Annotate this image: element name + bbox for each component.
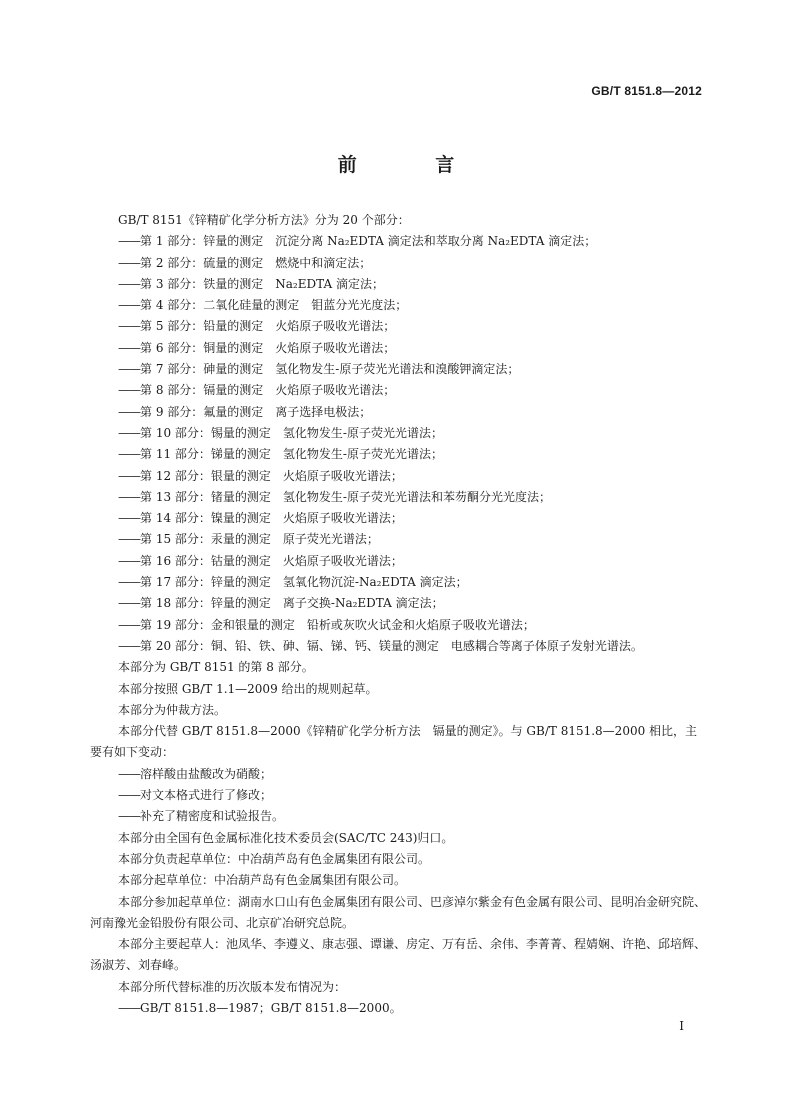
list-item: ——对文本格式进行了修改； [118,788,273,803]
list-item: ——第 16 部分：钴量的测定 火焰原子吸收光谱法； [118,553,403,568]
list-item: ——第 3 部分：铁量的测定 Na₂EDTA 滴定法； [118,276,384,291]
drafting-unit-statement: 本部分起草单位：中冶葫芦岛有色金属集团有限公司。 [118,873,407,888]
history-intro-statement: 本部分所代替标准的历次版本发布情况为： [118,979,347,994]
page-number: I [679,1019,684,1033]
changes-list [90,764,706,828]
main-drafters-statement: 本部分主要起草人：池凤华、李遵义、康志强、谭谦、房定、万有岳、余伟、李菁菁、程婧娴、许艳、邱培辉、汤淑芳、刘春峰。 [90,937,707,973]
list-item: ——第 11 部分：锑量的测定 氢化物发生-原子荧光光谱法； [118,447,443,462]
participating-units-statement: 本部分参加起草单位：湖南水口山有色金属集团有限公司、巴彦淖尔紫金有色金属有限公司、昆明冶金研究院、河南豫光金铅股份有限公司、北京矿冶研究总院。 [90,894,707,930]
list-item: ——第 6 部分：铜量的测定 火焰原子吸收光谱法； [118,340,396,355]
page-title: 前 言 [337,154,491,176]
proposed-by-statement: 本部分由全国有色金属标准化技术委员会(SAC/TC 243)归口。 [118,830,454,845]
drafted-per-statement: 本部分按照 GB/T 1.1—2009 给出的规则起草。 [118,681,378,696]
list-item: ——第 10 部分：锡量的测定 氢化物发生-原子荧光光谱法； [118,425,443,440]
parts-list [90,231,706,657]
part-of-statement: 本部分为 GB/T 8151 的第 8 部分。 [118,660,314,675]
foreword-body [90,210,706,1019]
list-item: ——第 7 部分：砷量的测定 氢化物发生-原子荧光光谱法和溴酸钾滴定法； [118,362,520,377]
arbitration-statement: 本部分为仲裁方法。 [118,702,227,717]
list-item: ——第 2 部分：硫量的测定 燃烧中和滴定法； [118,255,372,270]
list-item: ——溶样酸由盐酸改为硝酸； [118,766,273,781]
list-item: ——第 19 部分：金和银量的测定 铅析或灰吹火试金和火焰原子吸收光谱法； [118,617,535,632]
history-item: ——GB/T 8151.8—1987；GB/T 8151.8—2000。 [118,1000,402,1015]
list-item: ——第 18 部分：锌量的测定 离子交换-Na₂EDTA 滴定法； [118,596,444,611]
responsible-drafter-statement: 本部分负责起草单位：中冶葫芦岛有色金属集团有限公司。 [118,851,431,866]
list-item: ——第 20 部分：铜、铅、铁、砷、镉、锑、钙、镁量的测定 电感耦合等离子体原子发射光谱法。 [118,638,643,653]
list-item: ——第 4 部分：二氧化硅量的测定 钼蓝分光光度法； [118,298,408,313]
standard-code: GB/T 8151.8—2012 [591,84,702,98]
list-item: ——第 5 部分：铅量的测定 火焰原子吸收光谱法； [118,319,396,334]
list-item: ——第 8 部分：镉量的测定 火焰原子吸收光谱法； [118,383,396,398]
list-item: ——补充了精密度和试验报告。 [118,809,285,824]
list-item: ——第 12 部分：银量的测定 火焰原子吸收光谱法； [118,468,403,483]
list-item: ——第 13 部分：锗量的测定 氢化物发生-原子荧光光谱法和苯芴酮分光光度法； [118,489,551,504]
intro-paragraph: GB/T 8151《锌精矿化学分析方法》分为 20 个部分： [118,213,410,227]
list-item: ——第 9 部分：氟量的测定 离子选择电极法； [118,404,372,419]
replaces-statement: 本部分代替 GB/T 8151.8—2000《锌精矿化学分析方法 镉量的测定》。与 GB/T 8151.8—2000 相比，主要有如下变动： [90,724,698,760]
list-item: ——第 1 部分：锌量的测定 沉淀分离 Na₂EDTA 滴定法和萃取分离 Na₂EDTA 滴定法； [118,234,597,249]
list-item: ——第 14 部分：镍量的测定 火焰原子吸收光谱法； [118,511,403,526]
list-item: ——第 15 部分：汞量的测定 原子荧光光谱法； [118,532,379,547]
list-item: ——第 17 部分：锌量的测定 氢氧化物沉淀-Na₂EDTA 滴定法； [118,575,468,590]
